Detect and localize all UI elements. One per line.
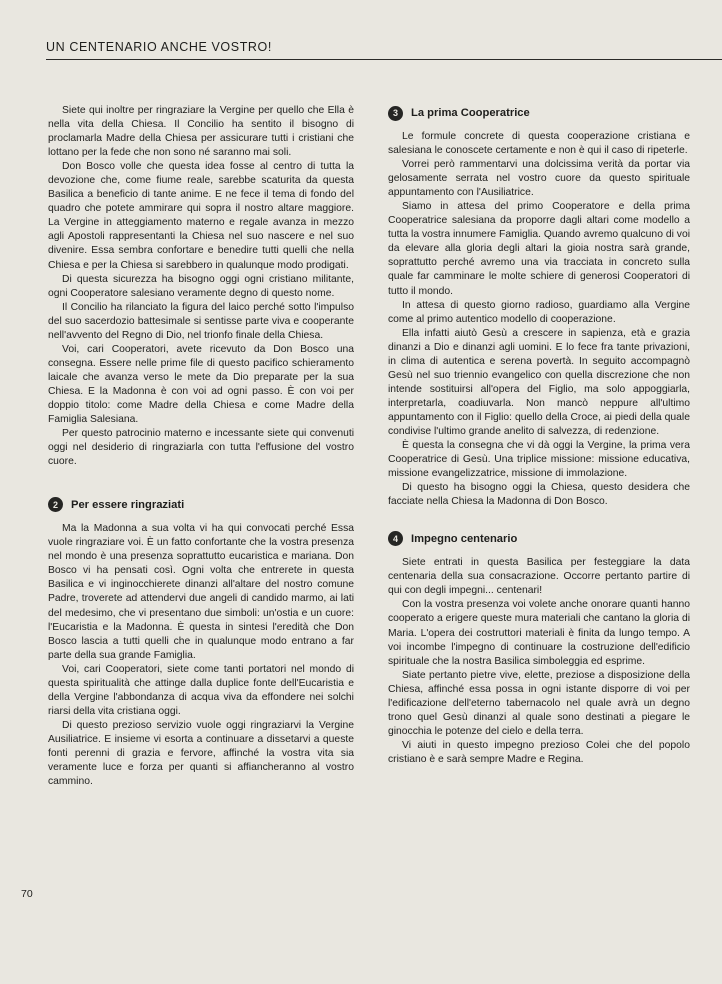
paragraph: Siamo in attesa del primo Cooperatore e della prima Cooperatrice salesiana da proporre dagli altari come modello a tutta la vostra innumere Famiglia. Quando avremo qualcuno di voi da elevare alla gloria degli altari la gioia nostra sarà grande, soprattutto perché avremo una via tracciata in concreto sulla quale far camminare le molte schiere di generosi Cooperatori di tutto il mondo. — [388, 201, 690, 297]
header-rule — [46, 59, 722, 60]
paragraph: Vorrei però rammentarvi una dolcissima verità da portar via gelosamente serrata nel vostro cuore da questo spirituale appuntamento con l'Ausiliatrice. — [388, 159, 690, 199]
paragraph: In attesa di questo giorno radioso, guardiamo alla Vergine come al primo autentico modello di cooperazione. — [388, 299, 690, 325]
paragraph: Di questa sicurezza ha bisogno oggi ogni cristiano militante, ogni Cooperatore salesiano veramente degno di questo nome. — [48, 273, 354, 299]
paragraph: Siate pertanto pietre vive, elette, preziose a disposizione della Chiesa, affinché essa possa in ogni istante disporre di voi per l'edificazione dell'eterno tabernacolo nel quale avrà un degno trono quel Gesù dinanzi al quale sono destinati a piegare le ginocchia le potenze del cielo e della terra. — [388, 669, 690, 737]
paragraph: Ella infatti aiutò Gesù a crescere in sapienza, età e grazia dinanzi a Dio e dinanzi agli uomini. E lo fece fra tante privazioni, in clima di autentica e serena povertà. In seguito accompagnò Gesù nel suo triennio evangelico con quella discrezione che non intende sostituirsi all'opera del Figlio, ma solo appoggiarla, interpretarla, coadiuvarla. Non mancò neppure all'ultimo appuntamento con il Figlio: quello della Croce, ai piedi della quale condivise l'ultimo grande anelito di salvezza, di redenzione. — [388, 327, 690, 437]
paragraph: Siete qui inoltre per ringraziare la Vergine per quello che Ella è nella vita della Chiesa. Il Concilio ha sentito il bisogno di proclamarla Madre della Chiesa per assicurare tutti i cristiani che lottano per la fede che non sono né saranno mai soli. — [48, 105, 354, 159]
paragraph: Il Concilio ha rilanciato la figura del laico perché sotto l'impulso del suo sacerdozio battesimale si sentisse parte viva e cooperante nell'avvento del Regno di Dio, nel trionfo finale della Chiesa. — [48, 301, 354, 341]
section-title: Per essere ringraziati — [71, 498, 185, 511]
paragraph: Di questo ha bisogno oggi la Chiesa, questo desidera che facciate nella Chiesa la Madonna di Don Bosco. — [388, 482, 690, 508]
paragraph: È questa la consegna che vi dà oggi la Vergine, la prima vera Cooperatrice di Gesù. Una triplice missione: missione educativa, missione evangelizzatrice, missione di immolazione. — [388, 440, 690, 480]
paragraph: Don Bosco volle che questa idea fosse al centro di tutta la devozione che, come fiume reale, sarebbe scaturita da questa Basilica a beneficio di tante anime. E ne fece il tema di fondo del quadro che potete ammirare qui sopra il nostro altare maggiore. La Vergine in atteggiamento materno e regale avanza in mezzo agli Apostoli rappresentanti la Chiesa nel suo nascere e nel suo divenire. Essa sembra confortare e benedire tutti quelli che nella Chiesa e per la Chiesa si sarebbero in qualunque modo prodigati. — [48, 161, 354, 271]
section-number-badge: 4 — [388, 531, 403, 546]
paragraph: Voi, cari Cooperatori, siete come tanti portatori nel mondo di questa spiritualità che attinge dalla duplice fonte dell'Eucaristia e della Vergine l'abbondanza di acqua viva da effondere nei solchi riarsi della vita cristiana oggi. — [48, 663, 354, 717]
page-number: 70 — [21, 888, 33, 900]
section-title: La prima Cooperatrice — [411, 107, 530, 120]
paragraph: Con la vostra presenza voi volete anche onorare quanti hanno cooperato a erigere queste mura materiali che cantano la gloria di Maria. L'opera dei costruttori materiali è finita da lungo tempo. A voi incombe l'impegno di continuare la costruzione dell'edificio spirituale che la nostra Basilica simboleggia ed esprime. — [388, 599, 690, 667]
paragraph: Le formule concrete di questa cooperazione cristiana e salesiana le conoscete certamente e non è qui il caso di ripeterle. — [388, 131, 690, 157]
left-column — [48, 104, 354, 789]
running-header: UN CENTENARIO ANCHE VOSTRO! — [46, 40, 272, 54]
paragraph: Ma la Madonna a sua volta vi ha qui convocati perché Essa vuole ringraziare voi. È un fatto confortante che la vostra presenza nel mondo è una presenza soprattutto eucaristica e mariana. Don Bosco vi ha pensati così. Ogni volta che entrerete in questa Basilica e vi inginocchierete dinanzi all'altare del nostro comune Padre, troverete ad attendervi due angeli di candido marmo, ai lati del medesimo, che vi presentano due simboli: un'ostia e un cuore: l'Eucaristia e la Madonna. È questa in sintesi l'eredità che Don Bosco lascia a tutti quelli che in qualunque modo entrano a far parte della sua grande Famiglia. — [48, 523, 354, 661]
right-column — [388, 106, 690, 767]
paragraph: Di questo prezioso servizio vuole oggi ringraziarvi la Vergine Ausiliatrice. E insieme vi esorta a continuare a dissetarvi a queste fonti perenni di grazia e fervore, affinché la vostra vita sia veramente luce e forza per quanti si affiancheranno al vostro cammino. — [48, 719, 354, 788]
paragraph: Voi, cari Cooperatori, avete ricevuto da Don Bosco una consegna. Essere nelle prime file di questo pacifico schieramento laicale che avanza verso le mete da Dio preparate per la sua Chiesa. E la Madonna è con voi ad ogni passo. È con voi per doppio titolo: come Madre della Chiesa e come Madre della Famiglia Salesiana. — [48, 343, 354, 426]
section-title: Impegno centenario — [411, 532, 518, 545]
paragraph: Per questo patrocinio materno e incessante siete qui convenuti oggi nel desiderio di ringraziarla con tutta l'effusione del vostro cuore. — [48, 428, 354, 468]
section-heading-4 — [388, 531, 690, 546]
section-number-badge: 2 — [48, 497, 63, 512]
section-heading-3 — [388, 106, 690, 121]
paragraph: Vi aiuti in questo impegno prezioso Colei che del popolo cristiano è e sarà sempre Madre e Regina. — [388, 739, 690, 765]
paragraph: Siete entrati in questa Basilica per festeggiare la data centenaria della sua consacrazione. Occorre pertanto partire di qui con degli impegni... centenari! — [388, 557, 690, 597]
section-heading-2 — [48, 497, 354, 512]
section-number-badge: 3 — [388, 106, 403, 121]
